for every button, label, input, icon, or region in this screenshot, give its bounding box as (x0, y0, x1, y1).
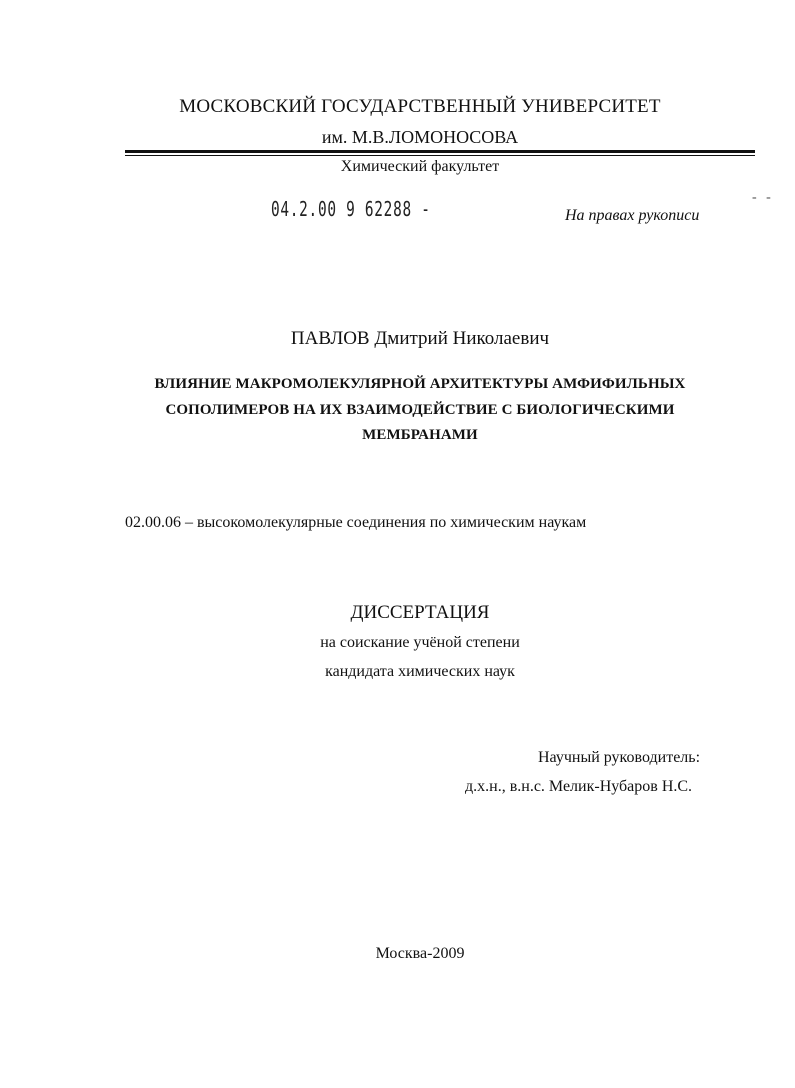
corner-mark: - - (752, 190, 774, 205)
manuscript-rights-note: На правах рукописи (565, 207, 700, 224)
city-year: Москва-2009 (375, 945, 465, 962)
degree-line: кандидата химических наук (325, 663, 515, 680)
registration-stamp: 04.2.00 9 62288 - (271, 197, 431, 221)
university-name-suffix: им. М.В.ЛОМОНОСОВА (321, 127, 519, 147)
dissertation-title-line: ВЛИЯНИЕ МАКРОМОЛЕКУЛЯРНОЙ АРХИТЕКТУРЫ АМФИФИЛЬНЫХ (154, 376, 686, 392)
supervisor-label: Научный руководитель: (538, 749, 701, 766)
document-type: ДИССЕРТАЦИЯ (350, 602, 490, 623)
dissertation-title-line: МЕМБРАНАМИ (362, 427, 478, 443)
degree-line: на соискание учёной степени (320, 634, 520, 651)
university-name: МОСКОВСКИЙ ГОСУДАРСТВЕННЫЙ УНИВЕРСИТЕТ (179, 96, 661, 117)
specialty-code: 02.00.06 – высокомолекулярные соединения по химическим наукам (125, 514, 587, 531)
header-rule-thin (125, 155, 755, 156)
header-rule-thick (125, 150, 755, 153)
dissertation-title-line: СОПОЛИМЕРОВ НА ИХ ВЗАИМОДЕЙСТВИЕ С БИОЛОГИЧЕСКИМИ (165, 402, 675, 418)
author-name: ПАВЛОВ Дмитрий Николаевич (290, 328, 550, 349)
supervisor-name: д.х.н., в.н.с. Мелик-Нубаров Н.С. (465, 778, 693, 795)
faculty-name: Химический факультет (340, 158, 500, 175)
